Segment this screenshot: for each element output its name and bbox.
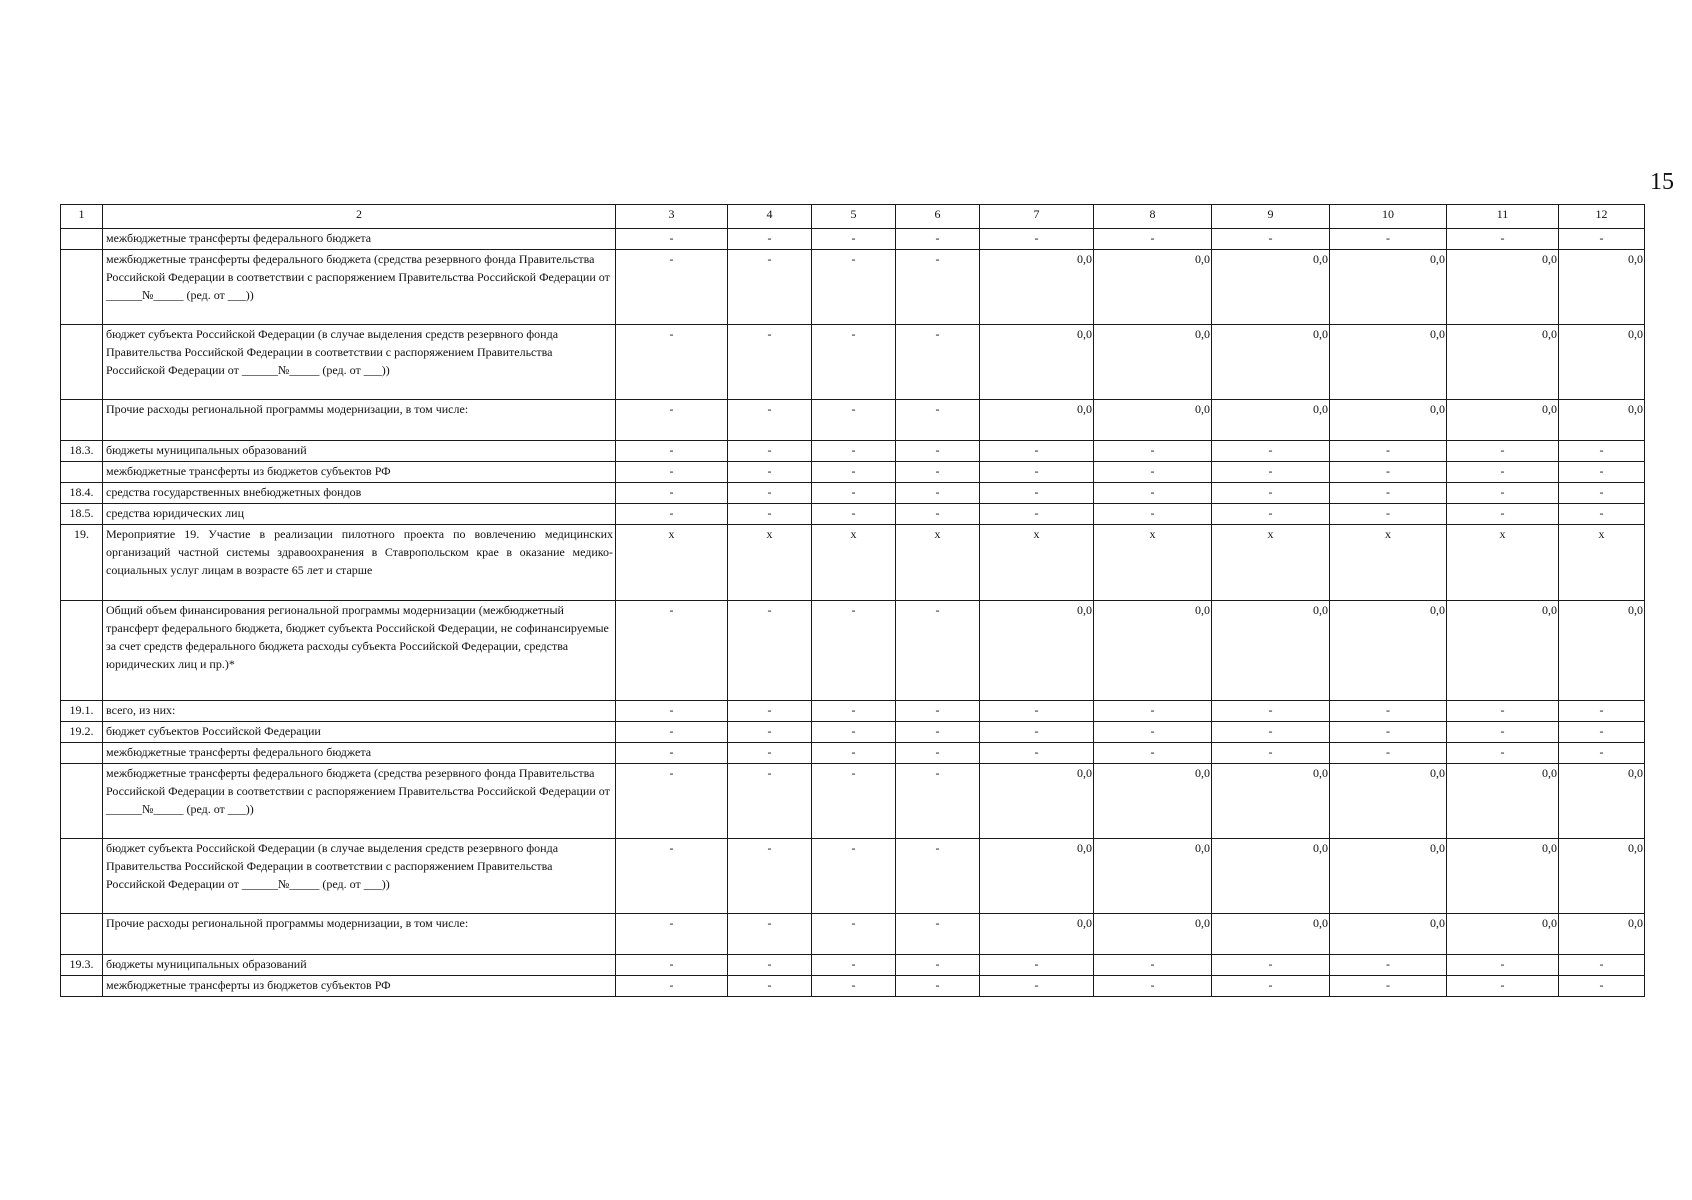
row-number (61, 976, 103, 997)
value-cell: 0,0 (1559, 764, 1645, 839)
value-cell: - (896, 701, 980, 722)
value-cell: 0,0 (1559, 325, 1645, 400)
value-cell: - (616, 483, 728, 504)
value-cell: - (980, 462, 1094, 483)
value-cell: - (980, 483, 1094, 504)
header-cell: 1 (61, 205, 103, 229)
value-cell: x (812, 525, 896, 601)
value-cell: - (616, 701, 728, 722)
value-cell: - (728, 441, 812, 462)
row-number (61, 229, 103, 250)
header-cell: 5 (812, 205, 896, 229)
value-cell: - (896, 462, 980, 483)
value-cell: - (1212, 229, 1330, 250)
value-cell: - (896, 325, 980, 400)
header-cell: 4 (728, 205, 812, 229)
value-cell: 0,0 (1330, 914, 1447, 955)
row-number: 18.3. (61, 441, 103, 462)
value-cell: 0,0 (980, 325, 1094, 400)
value-cell: - (728, 914, 812, 955)
value-cell: 0,0 (1447, 914, 1559, 955)
value-cell: - (1212, 955, 1330, 976)
value-cell: - (1447, 701, 1559, 722)
value-cell: - (1447, 483, 1559, 504)
value-cell: 0,0 (1094, 601, 1212, 701)
value-cell: - (1094, 701, 1212, 722)
table-row (61, 601, 1645, 701)
table-row (61, 701, 1645, 722)
value-cell: - (1094, 441, 1212, 462)
value-cell: - (1447, 722, 1559, 743)
row-number (61, 400, 103, 441)
value-cell: - (616, 229, 728, 250)
value-cell: - (728, 250, 812, 325)
value-cell: - (616, 743, 728, 764)
value-cell: - (616, 325, 728, 400)
value-cell: x (1447, 525, 1559, 601)
value-cell: 0,0 (1330, 601, 1447, 701)
value-cell: - (616, 914, 728, 955)
value-cell: - (1212, 722, 1330, 743)
value-cell: - (980, 976, 1094, 997)
value-cell: 0,0 (1447, 325, 1559, 400)
row-description: бюджеты муниципальных образований (103, 441, 616, 462)
row-number: 19.3. (61, 955, 103, 976)
value-cell: - (812, 601, 896, 701)
row-number: 18.4. (61, 483, 103, 504)
value-cell: - (1559, 483, 1645, 504)
page-number: 15 (1650, 169, 1674, 195)
value-cell: - (1559, 976, 1645, 997)
value-cell: - (812, 325, 896, 400)
value-cell: - (1212, 976, 1330, 997)
value-cell: - (896, 914, 980, 955)
value-cell: 0,0 (1330, 839, 1447, 914)
value-cell: x (1559, 525, 1645, 601)
header-cell: 10 (1330, 205, 1447, 229)
value-cell: - (1094, 743, 1212, 764)
value-cell: - (728, 400, 812, 441)
value-cell: x (896, 525, 980, 601)
value-cell: - (1094, 976, 1212, 997)
value-cell: - (728, 743, 812, 764)
row-number (61, 462, 103, 483)
value-cell: 0,0 (1330, 400, 1447, 441)
table-row (61, 722, 1645, 743)
row-description: бюджет субъекта Российской Федерации (в случае выделения средств резервного фонда Правительства Российской Федерации в соответствии с распоряжением Правительства Российской Федерации от ______№_____ (ред. от ___)) (103, 325, 616, 400)
value-cell: - (616, 462, 728, 483)
table-row (61, 441, 1645, 462)
value-cell: - (812, 955, 896, 976)
value-cell: - (1447, 441, 1559, 462)
table-row (61, 250, 1645, 325)
value-cell: x (1212, 525, 1330, 601)
value-cell: 0,0 (1094, 839, 1212, 914)
value-cell: - (728, 764, 812, 839)
value-cell: 0,0 (1212, 914, 1330, 955)
value-cell: 0,0 (1330, 764, 1447, 839)
row-description: средства государственных внебюджетных фондов (103, 483, 616, 504)
value-cell: 0,0 (1330, 325, 1447, 400)
row-description: Общий объем финансирования региональной программы модернизации (межбюджетный трансферт федерального бюджета, бюджет субъекта Российской Федерации, не софинансируемые за счет средств федерального бюджета расходы субъекта Российской Федерации, средства юридических лиц и пр.)* (103, 601, 616, 701)
value-cell: - (812, 250, 896, 325)
value-cell: 0,0 (980, 764, 1094, 839)
table-row (61, 743, 1645, 764)
budget-table (60, 204, 1645, 997)
value-cell: 0,0 (1212, 400, 1330, 441)
value-cell: - (1330, 229, 1447, 250)
value-cell: - (728, 504, 812, 525)
value-cell: - (1212, 701, 1330, 722)
value-cell: - (728, 325, 812, 400)
value-cell: - (896, 504, 980, 525)
value-cell: - (812, 976, 896, 997)
value-cell: - (616, 504, 728, 525)
row-number (61, 325, 103, 400)
row-description: бюджет субъектов Российской Федерации (103, 722, 616, 743)
value-cell: 0,0 (1559, 601, 1645, 701)
value-cell: - (812, 229, 896, 250)
row-number (61, 764, 103, 839)
value-cell: - (616, 601, 728, 701)
value-cell: - (1212, 462, 1330, 483)
value-cell: - (1212, 504, 1330, 525)
value-cell: - (728, 955, 812, 976)
value-cell: - (896, 764, 980, 839)
row-description: Прочие расходы региональной программы модернизации, в том числе: (103, 914, 616, 955)
value-cell: - (812, 504, 896, 525)
value-cell: - (616, 764, 728, 839)
header-cell: 8 (1094, 205, 1212, 229)
row-description: всего, из них: (103, 701, 616, 722)
value-cell: - (728, 976, 812, 997)
value-cell: - (812, 701, 896, 722)
value-cell: - (896, 955, 980, 976)
value-cell: - (1559, 743, 1645, 764)
value-cell: - (896, 839, 980, 914)
value-cell: - (1447, 976, 1559, 997)
table-row (61, 955, 1645, 976)
value-cell: - (980, 701, 1094, 722)
value-cell: - (812, 722, 896, 743)
value-cell: x (1094, 525, 1212, 601)
value-cell: - (980, 229, 1094, 250)
header-row (61, 205, 1645, 229)
header-cell: 11 (1447, 205, 1559, 229)
row-number (61, 839, 103, 914)
value-cell: - (1559, 229, 1645, 250)
table-row (61, 229, 1645, 250)
value-cell: - (1447, 229, 1559, 250)
value-cell: 0,0 (1094, 764, 1212, 839)
value-cell: - (616, 250, 728, 325)
row-number (61, 914, 103, 955)
value-cell: 0,0 (980, 914, 1094, 955)
value-cell: - (896, 483, 980, 504)
value-cell: 0,0 (980, 250, 1094, 325)
value-cell: - (1447, 504, 1559, 525)
value-cell: 0,0 (1212, 325, 1330, 400)
value-cell: x (616, 525, 728, 601)
value-cell: - (1330, 743, 1447, 764)
value-cell: - (896, 250, 980, 325)
value-cell: - (812, 400, 896, 441)
value-cell: x (1330, 525, 1447, 601)
value-cell: - (1094, 483, 1212, 504)
value-cell: 0,0 (1212, 764, 1330, 839)
row-number: 18.5. (61, 504, 103, 525)
header-cell: 7 (980, 205, 1094, 229)
value-cell: - (980, 722, 1094, 743)
value-cell: 0,0 (1559, 400, 1645, 441)
value-cell: 0,0 (1212, 601, 1330, 701)
value-cell: - (896, 976, 980, 997)
row-description: межбюджетные трансферты из бюджетов субъектов РФ (103, 976, 616, 997)
value-cell: - (1447, 955, 1559, 976)
value-cell: - (1212, 441, 1330, 462)
value-cell: - (812, 441, 896, 462)
row-number: 19.2. (61, 722, 103, 743)
header-cell: 6 (896, 205, 980, 229)
table-row (61, 525, 1645, 601)
value-cell: 0,0 (1447, 839, 1559, 914)
row-description: Прочие расходы региональной программы модернизации, в том числе: (103, 400, 616, 441)
table-row (61, 976, 1645, 997)
value-cell: - (812, 764, 896, 839)
value-cell: - (896, 743, 980, 764)
row-description: Мероприятие 19. Участие в реализации пилотного проекта по вовлечению медицинских организаций частной системы здравоохранения в Ставропольском крае в оказание медико-социальных услуг лицам в возрасте 65 лет и старше (103, 525, 616, 601)
value-cell: 0,0 (1447, 250, 1559, 325)
header-cell: 9 (1212, 205, 1330, 229)
value-cell: 0,0 (1094, 914, 1212, 955)
value-cell: x (728, 525, 812, 601)
value-cell: - (616, 441, 728, 462)
table-row (61, 400, 1645, 441)
value-cell: - (616, 722, 728, 743)
value-cell: - (728, 483, 812, 504)
table-row (61, 914, 1645, 955)
row-number: 19. (61, 525, 103, 601)
header-cell: 3 (616, 205, 728, 229)
value-cell: - (980, 441, 1094, 462)
value-cell: - (728, 462, 812, 483)
value-cell: 0,0 (980, 601, 1094, 701)
row-number: 19.1. (61, 701, 103, 722)
row-description: межбюджетные трансферты из бюджетов субъектов РФ (103, 462, 616, 483)
row-number (61, 743, 103, 764)
value-cell: - (812, 914, 896, 955)
value-cell: - (896, 601, 980, 701)
row-description: межбюджетные трансферты федерального бюджета (103, 743, 616, 764)
value-cell: 0,0 (1330, 250, 1447, 325)
value-cell: - (896, 441, 980, 462)
value-cell: - (1447, 743, 1559, 764)
value-cell: - (1447, 462, 1559, 483)
value-cell: - (1559, 701, 1645, 722)
table-row (61, 483, 1645, 504)
row-description: бюджет субъекта Российской Федерации (в случае выделения средств резервного фонда Правительства Российской Федерации в соответствии с распоряжением Правительства Российской Федерации от ______№_____ (ред. от ___)) (103, 839, 616, 914)
value-cell: - (616, 955, 728, 976)
value-cell: 0,0 (1559, 914, 1645, 955)
value-cell: - (1559, 955, 1645, 976)
value-cell: - (1094, 504, 1212, 525)
value-cell: - (812, 743, 896, 764)
value-cell: x (980, 525, 1094, 601)
value-cell: - (1330, 462, 1447, 483)
value-cell: - (1559, 462, 1645, 483)
value-cell: 0,0 (1094, 325, 1212, 400)
value-cell: - (728, 229, 812, 250)
value-cell: - (980, 504, 1094, 525)
value-cell: - (1559, 441, 1645, 462)
value-cell: - (616, 839, 728, 914)
value-cell: - (728, 701, 812, 722)
row-description: межбюджетные трансферты федерального бюджета (средства резервного фонда Правительства Российской Федерации в соответствии с распоряжением Правительства Российской Федерации от ______№_____ (ред. от ___)) (103, 250, 616, 325)
value-cell: 0,0 (1559, 250, 1645, 325)
header-cell: 2 (103, 205, 616, 229)
value-cell: 0,0 (1212, 250, 1330, 325)
row-number (61, 601, 103, 701)
row-description: межбюджетные трансферты федерального бюджета (103, 229, 616, 250)
value-cell: - (896, 722, 980, 743)
value-cell: - (1330, 722, 1447, 743)
value-cell: - (1330, 441, 1447, 462)
value-cell: 0,0 (1447, 764, 1559, 839)
table-row (61, 839, 1645, 914)
value-cell: - (980, 955, 1094, 976)
row-description: бюджеты муниципальных образований (103, 955, 616, 976)
value-cell: - (728, 839, 812, 914)
table-row (61, 325, 1645, 400)
value-cell: 0,0 (1559, 839, 1645, 914)
value-cell: - (1094, 462, 1212, 483)
value-cell: - (1559, 722, 1645, 743)
value-cell: - (812, 462, 896, 483)
row-number (61, 250, 103, 325)
row-description: межбюджетные трансферты федерального бюджета (средства резервного фонда Правительства Российской Федерации в соответствии с распоряжением Правительства Российской Федерации от ______№_____ (ред. от ___)) (103, 764, 616, 839)
value-cell: 0,0 (1212, 839, 1330, 914)
value-cell: 0,0 (980, 839, 1094, 914)
value-cell: - (616, 976, 728, 997)
value-cell: - (1094, 229, 1212, 250)
value-cell: 0,0 (980, 400, 1094, 441)
value-cell: 0,0 (1094, 400, 1212, 441)
value-cell: - (1094, 955, 1212, 976)
value-cell: - (1330, 701, 1447, 722)
header-cell: 12 (1559, 205, 1645, 229)
value-cell: - (1212, 743, 1330, 764)
table-row (61, 764, 1645, 839)
value-cell: 0,0 (1094, 250, 1212, 325)
value-cell: - (812, 839, 896, 914)
value-cell: - (616, 400, 728, 441)
value-cell: - (1330, 504, 1447, 525)
table-row (61, 462, 1645, 483)
value-cell: - (728, 722, 812, 743)
value-cell: - (980, 743, 1094, 764)
value-cell: - (1330, 483, 1447, 504)
value-cell: 0,0 (1447, 400, 1559, 441)
value-cell: - (896, 229, 980, 250)
value-cell: - (1330, 955, 1447, 976)
value-cell: - (812, 483, 896, 504)
value-cell: 0,0 (1447, 601, 1559, 701)
value-cell: - (1330, 976, 1447, 997)
row-description: средства юридических лиц (103, 504, 616, 525)
value-cell: - (896, 400, 980, 441)
table-row (61, 504, 1645, 525)
value-cell: - (1094, 722, 1212, 743)
value-cell: - (1212, 483, 1330, 504)
value-cell: - (1559, 504, 1645, 525)
value-cell: - (728, 601, 812, 701)
